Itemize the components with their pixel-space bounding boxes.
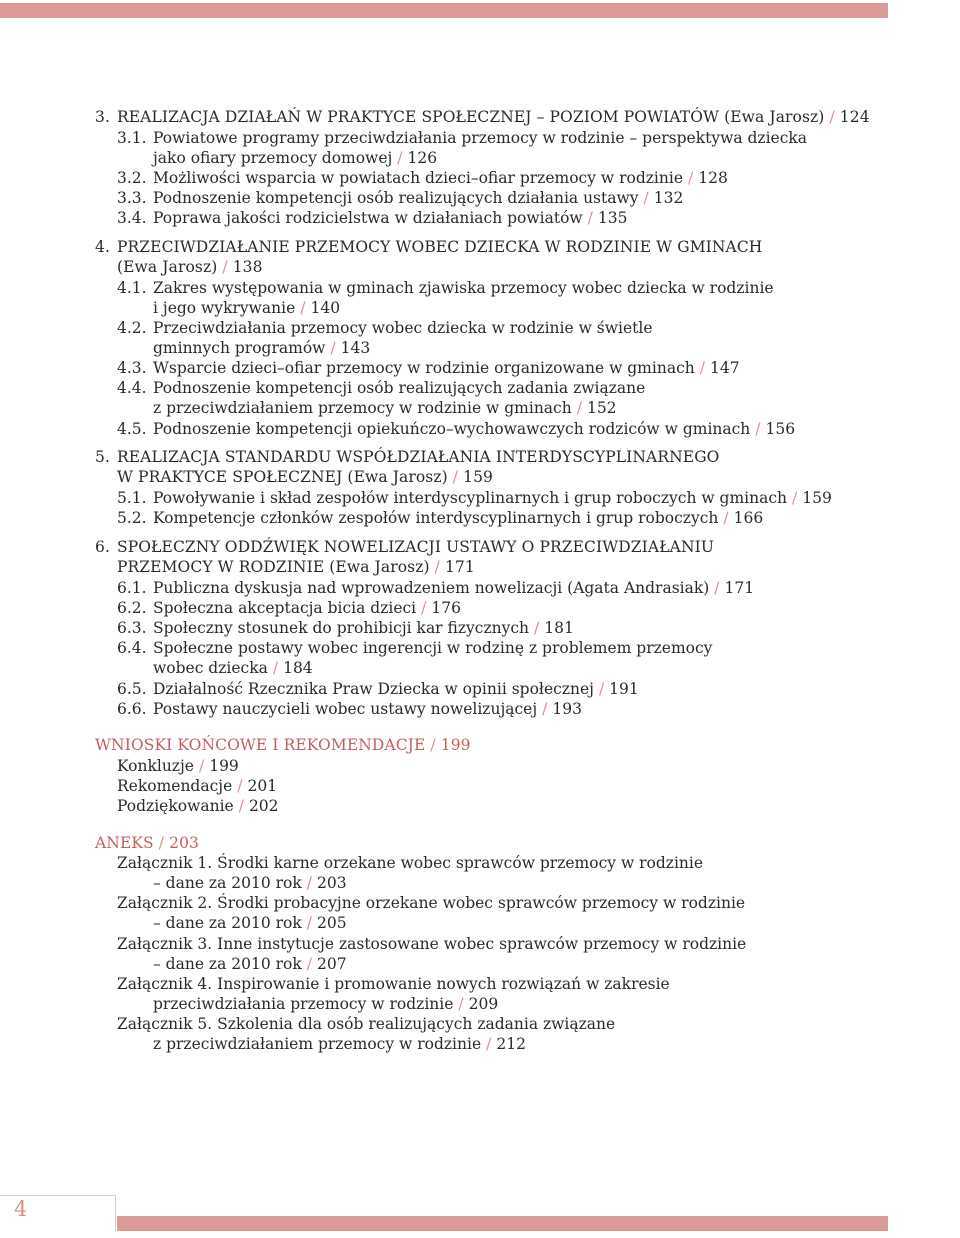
- toc-entry-line: z przeciwdziałaniem przemocy w rodzinie / 212: [153, 1035, 526, 1053]
- toc-entry-line: Społeczny stosunek do prohibicji kar fizycznych / 181: [153, 619, 574, 637]
- separator-slash: /: [238, 797, 244, 815]
- toc-entry-line: Przeciwdziałania przemocy wobec dziecka w rodzinie w świetle: [153, 319, 653, 337]
- toc-entry-line: REALIZACJA STANDARDU WSPÓŁDZIAŁANIA INTERDYSCYPLINARNEGO: [117, 448, 720, 466]
- toc-page-number: 140: [310, 299, 341, 317]
- separator-slash: /: [430, 736, 436, 754]
- toc-entry-line: – dane za 2010 rok / 207: [153, 955, 347, 973]
- toc-entry-number: 4.: [95, 238, 110, 256]
- toc-page-number: 171: [444, 558, 475, 576]
- toc-entry-number: 6.: [95, 538, 110, 556]
- toc-entry-number: 5.1.: [117, 489, 147, 507]
- separator-slash: /: [158, 834, 165, 852]
- separator-slash: /: [330, 339, 336, 357]
- toc-entry-line: Postawy nauczycieli wobec ustawy nowelizującej / 193: [153, 700, 582, 718]
- toc-entry-line: PRZECIWDZIAŁANIE PRZEMOCY WOBEC DZIECKA W RODZINIE W GMINACH: [117, 238, 763, 256]
- toc-page-number: 209: [468, 995, 499, 1013]
- toc-entry-number: 5.: [95, 448, 110, 466]
- toc-entry-line: Powiatowe programy przeciwdziałania przemocy w rodzinie – perspektywa dziecka: [153, 129, 808, 147]
- separator-slash: /: [300, 299, 306, 317]
- separator-slash: /: [421, 599, 427, 617]
- toc-entry-number: 6.1.: [117, 579, 147, 597]
- toc-page-number: 147: [709, 359, 740, 377]
- toc-entry-number: 3.1.: [117, 129, 147, 147]
- toc-page-number: 203: [169, 834, 199, 852]
- toc-entry-line: przeciwdziałania przemocy w rodzinie / 209: [153, 995, 499, 1013]
- toc-entry-line: Społeczne postawy wobec ingerencji w rodzinę z problemem przemocy: [153, 639, 713, 657]
- separator-slash: /: [306, 914, 312, 932]
- toc-page-number: 171: [724, 579, 755, 597]
- toc-entry-line: (Ewa Jarosz) / 138: [117, 258, 263, 276]
- toc-entry-line: Podnoszenie kompetencji osób realizujących działania ustawy / 132: [153, 189, 684, 207]
- top-decorative-bar: [0, 3, 888, 18]
- separator-slash: /: [792, 489, 798, 507]
- toc-entry-line: Załącznik 5. Szkolenia dla osób realizujących zadania związane: [117, 1015, 616, 1033]
- toc-page-number: 203: [317, 874, 347, 892]
- toc-page-number: 128: [698, 169, 728, 187]
- separator-slash: /: [222, 258, 228, 276]
- toc-entry-number: 3.4.: [117, 209, 147, 227]
- toc-page-number: 191: [609, 680, 639, 698]
- toc-page-number: 132: [653, 189, 684, 207]
- separator-slash: /: [306, 955, 312, 973]
- separator-slash: /: [587, 209, 593, 227]
- toc-entry-line: Publiczna dyskusja nad wprowadzeniem nowelizacji (Agata Andrasiak) / 171: [153, 579, 755, 597]
- toc-entry-line: wobec dziecka / 184: [153, 659, 313, 677]
- toc-page-number: 199: [440, 736, 471, 754]
- toc-page-number: 138: [232, 258, 263, 276]
- separator-slash: /: [534, 619, 540, 637]
- toc-entry-line: Załącznik 4. Inspirowanie i promowanie nowych rozwiązań w zakresie: [117, 975, 670, 993]
- toc-page-number: 159: [802, 489, 832, 507]
- toc-entry-line: i jego wykrywanie / 140: [153, 299, 341, 317]
- toc-page-number: 184: [283, 659, 313, 677]
- toc-entry-line: SPOŁECZNY ODDŹWIĘK NOWELIZACJI USTAWY O PRZECIWDZIAŁANIU: [117, 538, 714, 556]
- toc-entry-line: Rekomendacje / 201: [117, 777, 278, 795]
- toc-entry-number: 3.3.: [117, 189, 147, 207]
- separator-slash: /: [434, 558, 440, 576]
- toc-page-number: 152: [586, 399, 617, 417]
- toc-page-number: 202: [248, 797, 279, 815]
- toc-page-number: 143: [340, 339, 371, 357]
- toc-page-number: 205: [317, 914, 347, 932]
- separator-slash: /: [755, 420, 761, 438]
- separator-slash: /: [643, 189, 649, 207]
- separator-slash: /: [829, 108, 835, 126]
- toc-page-number: 201: [247, 777, 278, 795]
- separator-slash: /: [452, 468, 459, 486]
- toc-entry-number: 4.4.: [117, 379, 147, 397]
- toc-page-number: 212: [496, 1035, 526, 1053]
- toc-entry-number: 3.: [95, 108, 110, 126]
- toc-entry-line: PRZEMOCY W RODZINIE (Ewa Jarosz) / 171: [117, 558, 475, 576]
- toc-entry-number: 6.2.: [117, 599, 147, 617]
- separator-slash: /: [699, 359, 705, 377]
- toc-entry-number: 6.3.: [117, 619, 147, 637]
- toc-entry-line: Załącznik 3. Inne instytucje zastosowane wobec sprawców przemocy w rodzinie: [117, 935, 747, 953]
- toc-entry-number: 4.5.: [117, 420, 147, 438]
- toc-entry-number: 6.4.: [117, 639, 147, 657]
- toc-entry-line: Konkluzje / 199: [117, 757, 239, 775]
- toc-entry-line: Działalność Rzecznika Praw Dziecka w opinii społecznej / 191: [153, 680, 639, 698]
- toc-entry-line: – dane za 2010 rok / 203: [153, 874, 347, 892]
- toc-page-number: 124: [839, 108, 870, 126]
- toc-page-number: 207: [317, 955, 347, 973]
- page-number: 4: [14, 1197, 28, 1221]
- toc-page-number: 156: [765, 420, 796, 438]
- bottom-decorative-bar: [117, 1216, 888, 1231]
- toc-entry-line: z przeciwdziałaniem przemocy w rodzinie w gminach / 152: [153, 399, 617, 417]
- toc-entry-line: – dane za 2010 rok / 205: [153, 914, 347, 932]
- toc-page-number: 166: [733, 509, 764, 527]
- toc-entry-line: Społeczna akceptacja bicia dzieci / 176: [153, 599, 461, 617]
- toc-entry-number: 5.2.: [117, 509, 147, 527]
- separator-slash: /: [486, 1035, 492, 1053]
- toc-page-number: 135: [597, 209, 628, 227]
- separator-slash: /: [237, 777, 243, 795]
- separator-slash: /: [598, 680, 605, 698]
- toc-page-number: 176: [431, 599, 461, 617]
- toc-entry-line: Załącznik 1. Środki karne orzekane wobec sprawców przemocy w rodzinie: [117, 854, 704, 872]
- toc-entry-line: Kompetencje członków zespołów interdyscyplinarnych i grup roboczych / 166: [153, 509, 764, 527]
- toc-entry-line: Podziękowanie / 202: [117, 797, 279, 815]
- toc-entry-line: Poprawa jakości rodzicielstwa w działaniach powiatów / 135: [153, 209, 628, 227]
- toc-entry-line: W PRAKTYCE SPOŁECZNEJ (Ewa Jarosz) / 159: [117, 468, 493, 486]
- separator-slash: /: [688, 169, 694, 187]
- toc-entry-number: 4.1.: [117, 279, 147, 297]
- toc-entry-line: Powoływanie i skład zespołów interdyscyplinarnych i grup roboczych w gminach / 159: [153, 489, 832, 507]
- toc-entry-line: Podnoszenie kompetencji osób realizujących zadania związane: [153, 379, 646, 397]
- toc-page-number: 181: [544, 619, 574, 637]
- separator-slash: /: [198, 757, 205, 775]
- toc-entry-line: Zakres występowania w gminach zjawiska przemocy wobec dziecka w rodzinie: [153, 279, 774, 297]
- separator-slash: /: [723, 509, 729, 527]
- toc-entry-line: WNIOSKI KOŃCOWE I REKOMENDACJE / 199: [95, 736, 471, 754]
- toc-entry-line: Załącznik 2. Środki probacyjne orzekane wobec sprawców przemocy w rodzinie: [117, 894, 746, 912]
- toc-entry-number: 4.2.: [117, 319, 147, 337]
- toc-entry-line: gminnych programów / 143: [153, 339, 371, 357]
- toc-entry-line: Możliwości wsparcia w powiatach dzieci–ofiar przemocy w rodzinie / 128: [153, 169, 728, 187]
- separator-slash: /: [397, 149, 403, 167]
- toc-entry-number: 3.2.: [117, 169, 147, 187]
- toc-page-number: 193: [552, 700, 582, 718]
- toc-entry-line: REALIZACJA DZIAŁAŃ W PRAKTYCE SPOŁECZNEJ – POZIOM POWIATÓW (Ewa Jarosz) / 124: [117, 108, 870, 126]
- separator-slash: /: [272, 659, 279, 677]
- toc-page-number: 159: [463, 468, 493, 486]
- toc-entry-number: 4.3.: [117, 359, 147, 377]
- separator-slash: /: [714, 579, 720, 597]
- separator-slash: /: [306, 874, 312, 892]
- separator-slash: /: [458, 995, 464, 1013]
- toc-entry-line: Podnoszenie kompetencji opiekuńczo–wychowawczych rodziców w gminach / 156: [153, 420, 796, 438]
- toc-entry-line: jako ofiary przemocy domowej / 126: [153, 149, 438, 167]
- toc-entry-line: ANEKS / 203: [95, 834, 199, 852]
- toc-entry-line: Wsparcie dzieci–ofiar przemocy w rodzinie organizowane w gminach / 147: [153, 359, 740, 377]
- toc-entry-number: 6.6.: [117, 700, 147, 718]
- toc-page-number: 126: [407, 149, 438, 167]
- toc-entry-number: 6.5.: [117, 680, 147, 698]
- separator-slash: /: [542, 700, 548, 718]
- separator-slash: /: [576, 399, 582, 417]
- toc-page-number: 199: [209, 757, 239, 775]
